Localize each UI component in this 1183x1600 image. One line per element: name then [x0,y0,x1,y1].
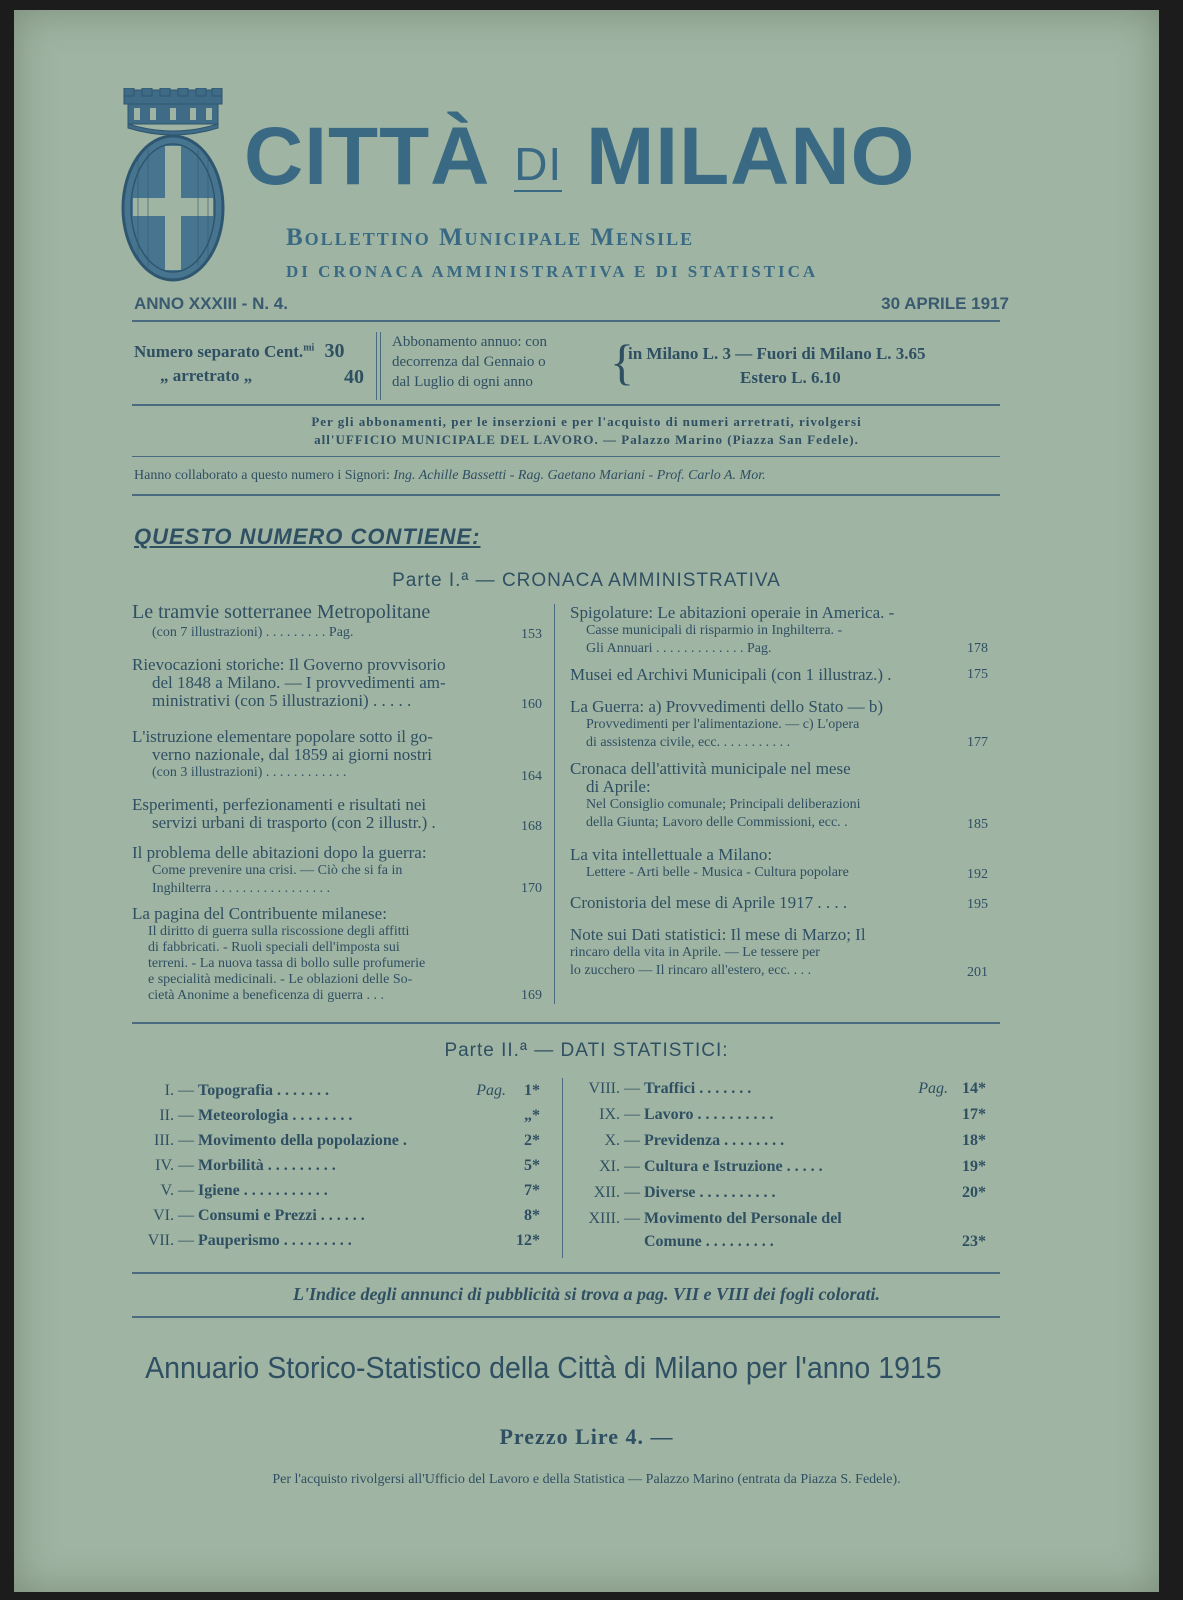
toc-entry [570,666,988,688]
collaborators [134,468,766,484]
stats-list-right [580,1076,986,1252]
column-divider [554,604,555,1004]
price-numero-label: Numero separato Cent. [134,342,304,361]
divider [132,404,1000,406]
toc-entry [132,728,542,790]
stats-page: 2* [524,1132,540,1149]
stats-label: Topografia . . . . . . . [198,1082,329,1099]
stats-num: VIII. — [588,1080,640,1097]
toc-entry-page: 192 [967,867,988,882]
toc-entry-line: Inghilterra . . . . . . . . . . . . . . . . . [152,881,331,896]
toc-entry-line: della Giunta; Lavoro delle Commissioni, ecc. . [586,815,848,830]
stats-row [134,1128,540,1153]
abbonamento-line: dal Luglio di ogni anno [392,374,533,390]
toc-entry [570,894,988,916]
stats-row [134,1078,540,1103]
divider [132,1022,1000,1024]
magazine-cover [14,10,1159,1592]
toc-entry-line: (con 3 illustrazioni) . . . . . . . . . . . . [152,765,347,780]
stats-page: 1* [524,1082,540,1099]
toc-entry-title: Note sui Dati statistici: Il mese di Marzo; Il [570,925,866,944]
toc-entry-page: 178 [967,641,988,656]
notice-line1: Per gli abbonamenti, per le inserzioni e per l'acquisto di numeri arretrati, rivolgersi [311,414,862,429]
stats-label: Pauperismo . . . . . . . . . [198,1232,352,1249]
toc-entry [570,926,988,984]
toc-entry [132,656,542,724]
toc-entry-title: Spigolature: Le abitazioni operaie in America. - [570,603,895,622]
toc-entry-page: 168 [521,819,542,834]
toc-entry-title: Rievocazioni storiche: Il Governo provvisorio [132,655,446,674]
part1-heading: Parte I.ª — CRONACA AMMINISTRATIVA [392,570,781,591]
toc-entry-page: 195 [967,897,988,912]
price-arretrato [134,366,364,386]
toc-entry-title: La pagina del Contribuente milanese: [132,904,387,923]
stats-page: 8* [524,1207,540,1224]
masthead-subtitle2: DI CRONACA AMMINISTRATIVA E DI STATISTICA [286,262,819,281]
stats-page: 5* [524,1157,540,1174]
divider [380,332,381,400]
stats-page: 14* [962,1080,986,1097]
toc-entry-title: Cronistoria del mese di Aprile 1917 . . . . [570,893,848,912]
toc-entry-page: 185 [967,817,988,832]
stats-row [580,1232,986,1252]
abbonamento-text [392,332,547,392]
toc-entry-line: Il diritto di guerra sulla riscossione degli affitti [148,924,410,939]
issue-number: ANNO XXXIII - N. 4. [134,294,288,313]
toc-entry-line: e specialità medicinali. - Le oblazioni delle So- [148,972,413,987]
index-note: L'Indice degli annunci di pubblicità si trova a pag. VII e VIII dei fogli colorati. [292,1284,881,1304]
toc-entry-title: La vita intellettuale a Milano: [570,845,773,864]
toc-entry-title: Esperimenti, perfezionamenti e risultati nei [132,795,427,814]
toc-entry-title: La Guerra: a) Provvedimenti dello Stato — b) [570,697,883,716]
toc-entry-line: di fabbricati. - Ruoli speciali dell'imposta sui [148,940,400,955]
toc-entry-page: 160 [521,697,542,712]
stats-row [580,1154,986,1180]
toc-entry-line: Gli Annuari . . . . . . . . . . . . . Pag. [586,641,772,656]
stats-page: 19* [962,1158,986,1175]
stats-page: 7* [524,1182,540,1199]
stats-num: X. — [604,1132,640,1149]
toc-entry [570,698,988,752]
toc-entry-line: cietà Anonime a beneficenza di guerra . . . [148,988,384,1003]
stats-label: Lavoro . . . . . . . . . . [644,1106,774,1123]
title-di-text: DI [514,138,563,190]
toc-entry-title: Musei ed Archivi Municipali (con 1 illustraz.) . [570,665,892,684]
stats-row [580,1102,986,1128]
column-divider [562,1078,563,1258]
stats-row [134,1178,540,1203]
toc-entry-line: Provvedimenti per l'alimentazione. — c) L'opera [586,717,860,732]
brace: { [610,334,634,390]
stats-num: XII. — [593,1184,640,1201]
toc-entry-line: Nel Consiglio comunale; Principali deliberazioni [586,797,861,812]
toc-entry-page: 164 [521,769,542,784]
stats-num: IX. — [599,1106,640,1123]
stats-num: XI. — [599,1158,640,1175]
toc-entry [132,600,542,650]
milan-coat-of-arms-icon [118,88,228,288]
stats-row [580,1206,986,1232]
toc-entry-page: 175 [967,667,988,682]
stats-num: II. — [159,1107,194,1124]
stats-pag: Pag. [476,1082,506,1099]
stats-num: III. — [154,1132,194,1149]
stats-num: I. — [164,1082,194,1099]
toc-entry-line: terreni. - La nuova tassa di bollo sulle profumerie [148,956,426,971]
stats-page: „* [524,1107,540,1124]
toc-entry-page: 169 [521,988,542,1003]
stats-row [134,1203,540,1228]
toc-entry [132,844,542,900]
collaborators-names: Ing. Achille Bassetti - Rag. Gaetano Mariani - Prof. Carlo A. Mor. [393,468,766,483]
toc-entry-line: rincaro della vita in Aprile. — Le tessere per [570,945,820,960]
stats-page: 12* [516,1232,540,1249]
stats-page: 23* [962,1233,986,1250]
stats-pag: Pag. [918,1080,948,1097]
price-arretrato-value: 40 [344,366,364,388]
annuario-ad: Annuario Storico-Statistico della Città di Milano per l'anno 1915 [145,1350,942,1385]
notice-line2: all'UFFICIO MUNICIPALE DEL LAVORO. — Palazzo Marino (Piazza San Fedele). [314,432,859,447]
contents-heading: QUESTO NUMERO CONTIENE: [134,524,481,549]
stats-row [134,1228,540,1253]
stats-label: Comune . . . . . . . . . [644,1233,774,1250]
divider [132,456,1000,457]
stats-label: Morbilità . . . . . . . . . [198,1157,336,1174]
toc-entry-page: 153 [521,627,542,642]
toc-entry [570,604,988,658]
toc-part1-left [132,600,542,1004]
divider [132,494,1000,496]
toc-entry-page: 177 [967,735,988,750]
toc-entry-line: (con 7 illustrazioni) . . . . . . . . . Pag. [152,625,354,640]
stats-num: VI. — [153,1207,194,1224]
stats-label: Movimento del Personale del [644,1210,842,1227]
divider [376,332,377,400]
toc-entry [132,796,542,838]
stats-row [134,1153,540,1178]
toc-entry-line: Lettere - Arti belle - Musica - Cultura popolare [586,865,849,880]
toc-entry-title: Cronaca dell'attività municipale nel mese [570,759,851,778]
stats-row [580,1128,986,1154]
abbonamento-line: Abbonamento annuo: con [392,334,547,350]
price-numero [134,340,345,363]
stats-page: 17* [962,1106,986,1123]
toc-entry-line: ministrativi (con 5 illustrazioni) . . . . . [152,691,412,710]
stats-num: XIII. — [588,1210,640,1227]
stats-row [580,1180,986,1206]
divider [132,320,1000,322]
stats-row [134,1103,540,1128]
stats-label: Cultura e Istruzione . . . . . [644,1158,823,1175]
toc-entry-line: di assistenza civile, ecc. . . . . . . . . . . [586,735,791,750]
price-estero: Estero L. 6.10 [740,368,841,387]
stats-list-left [134,1078,540,1253]
toc-entry [570,760,988,838]
toc-entry-title: Le tramvie sotterranee Metropolitane [132,601,431,623]
abbonamento-line: decorrenza dal Gennaio o [392,354,546,370]
stats-num: VII. — [147,1232,194,1249]
stats-page: 20* [962,1184,986,1201]
stats-row [580,1076,986,1102]
title-part-di [514,138,562,190]
toc-entry-page: 170 [521,881,542,896]
toc-entry-line: del 1848 a Milano. — I provvedimenti am- [152,673,446,692]
toc-entry [132,904,542,1004]
price-numero-value: 30 [324,340,345,362]
masthead-title [244,110,1024,204]
stats-page: 18* [962,1132,986,1149]
stats-label: Traffici . . . . . . . [644,1080,752,1097]
title-part-citta: CITTÀ [244,111,491,202]
price-numero-sup: mi [303,342,315,354]
stats-label: Meteorologia . . . . . . . . [198,1107,353,1124]
toc-entry [570,846,988,886]
collaborators-prefix: Hanno collaborato a questo numero i Signori: [134,468,390,483]
annuario-price: Prezzo Lire 4. — [499,1424,674,1449]
divider [132,1316,1000,1318]
divider [132,1272,1000,1274]
toc-entry-line: Casse municipali di risparmio in Inghilterra. - [586,623,843,638]
title-part-milano: MILANO [586,111,916,202]
stats-label: Movimento della popolazione . [198,1132,407,1149]
toc-entry-line: lo zucchero — Il rincaro all'estero, ecc. . . . [570,963,812,978]
toc-entry-title: Il problema delle abitazioni dopo la guerra: [132,843,427,862]
stats-label: Consumi e Prezzi . . . . . . [198,1207,365,1224]
price-milano: in Milano L. 3 — Fuori di Milano L. 3.65 [628,344,926,363]
toc-entry-line: verno nazionale, dal 1859 ai giorni nostri [152,745,432,764]
stats-label: Igiene . . . . . . . . . . . [198,1182,328,1199]
toc-entry-line: Come prevenire una crisi. — Ciò che si fa in [152,863,403,878]
masthead-subtitle: Bollettino Municipale Mensile [286,224,695,251]
part2-heading: Parte II.ª — DATI STATISTICI: [444,1040,729,1061]
toc-entry-title: L'istruzione elementare popolare sotto il go- [132,727,433,746]
toc-part1-right [570,604,988,984]
toc-entry-page: 201 [967,965,988,980]
acquisto-note: Per l'acquisto rivolgersi all'Ufficio del Lavoro e della Statistica — Palazzo Marino (entrata da Piazza S. Fedele). [272,1472,901,1487]
stats-num: V. — [160,1182,194,1199]
price-arretrato-label: „ arretrato „ [160,366,253,385]
stats-label: Diverse . . . . . . . . . . [644,1184,776,1201]
stats-num: IV. — [155,1157,194,1174]
issue-date: 30 APRILE 1917 [881,294,1009,313]
stats-label: Previdenza . . . . . . . . [644,1132,785,1149]
toc-entry-line: servizi urbani di trasporto (con 2 illustr.) . [152,813,436,832]
toc-entry-line: di Aprile: [586,777,651,796]
